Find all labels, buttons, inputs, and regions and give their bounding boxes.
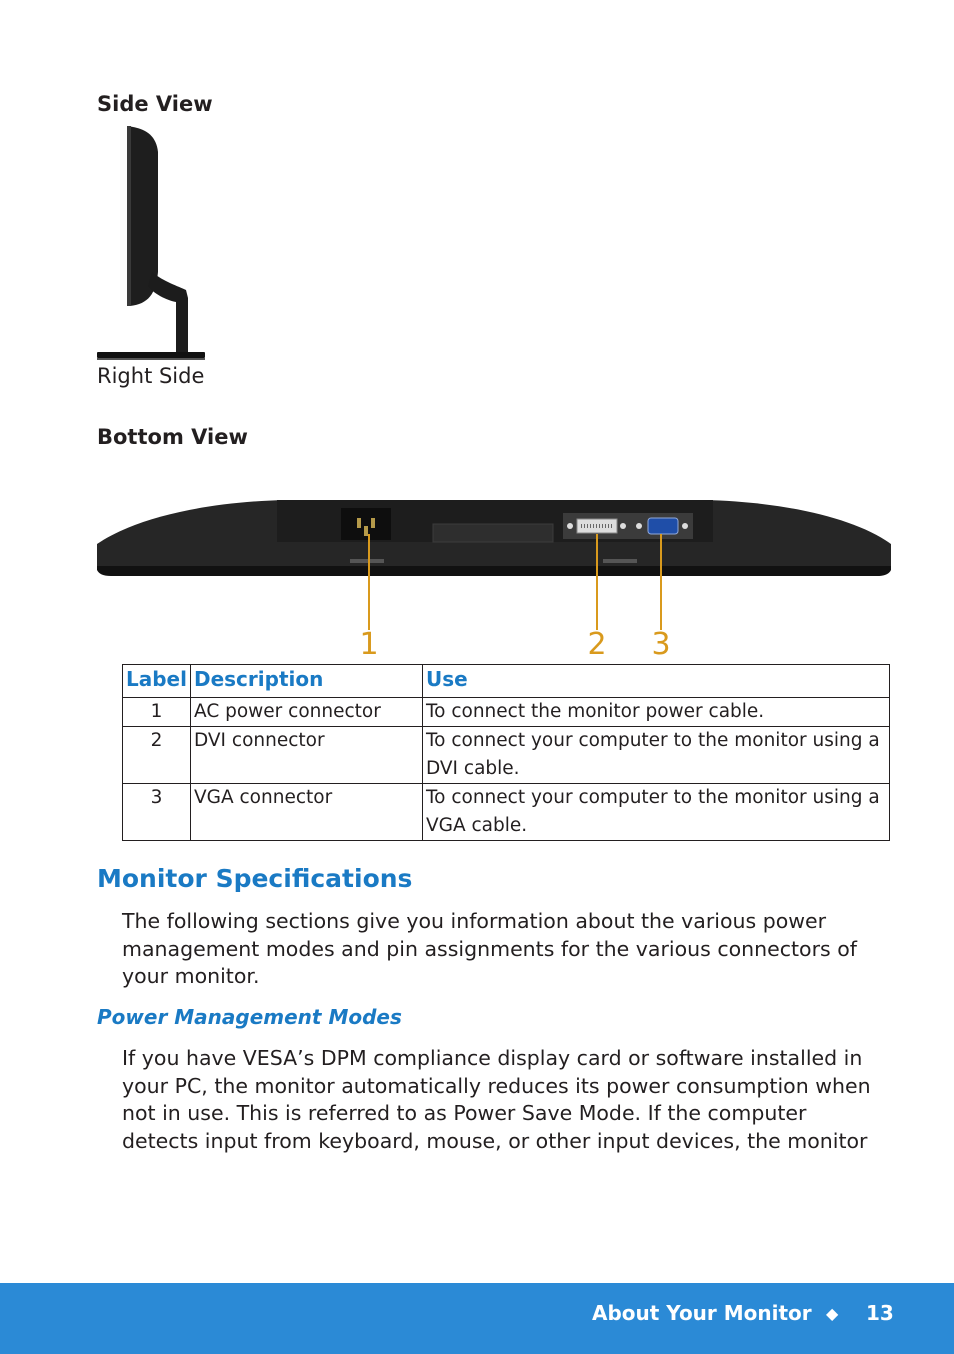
side-view-caption: Right Side	[97, 364, 205, 388]
monitor-specifications-heading: Monitor Specifications	[97, 864, 413, 893]
row-description: VGA connector	[190, 784, 422, 841]
table-row	[123, 727, 890, 784]
row-label: 1	[123, 698, 191, 727]
table-row	[123, 784, 890, 841]
header-description: Description	[190, 665, 422, 698]
page-footer	[0, 1283, 954, 1354]
page-number: 13	[866, 1301, 894, 1325]
power-management-text: If you have VESA’s DPM compliance display card or software installed in your PC, the monitor automatically reduces its power consumption when not in use. This is referred to as Power Save Mode. If the computer detects input from keyboard, mouse, or other input devices, the monitor	[122, 1046, 871, 1153]
row-use: To connect your computer to the monitor using a VGA cable.	[422, 784, 889, 841]
row-use: To connect your computer to the monitor using a DVI cable.	[422, 727, 889, 784]
footer-section-title: About Your Monitor	[592, 1301, 812, 1325]
row-label: 3	[123, 784, 191, 841]
callout-label-1: 1	[359, 627, 379, 662]
table-row	[123, 698, 890, 727]
row-description: DVI connector	[190, 727, 422, 784]
vga-connector-icon	[648, 518, 678, 534]
specifications-intro: The following sections give you information about the various power management modes and pin assignments for the various connectors of your monitor.	[122, 909, 857, 988]
row-description: AC power connector	[190, 698, 422, 727]
table-header-row	[123, 665, 890, 698]
callout-label-2: 2	[587, 627, 607, 662]
ports-table	[122, 664, 890, 841]
monitor-bottom-illustration	[95, 496, 895, 662]
footer-diamond-icon: ◆	[826, 1304, 839, 1323]
monitor-side-illustration	[94, 122, 210, 362]
header-use: Use	[422, 665, 889, 698]
power-management-heading: Power Management Modes	[97, 1005, 402, 1029]
row-use: To connect the monitor power cable.	[422, 698, 889, 727]
callout-label-3: 3	[651, 627, 671, 662]
bottom-view-heading: Bottom View	[97, 425, 248, 449]
header-label: Label	[123, 665, 191, 698]
row-label: 2	[123, 727, 191, 784]
side-view-heading: Side View	[97, 92, 213, 116]
